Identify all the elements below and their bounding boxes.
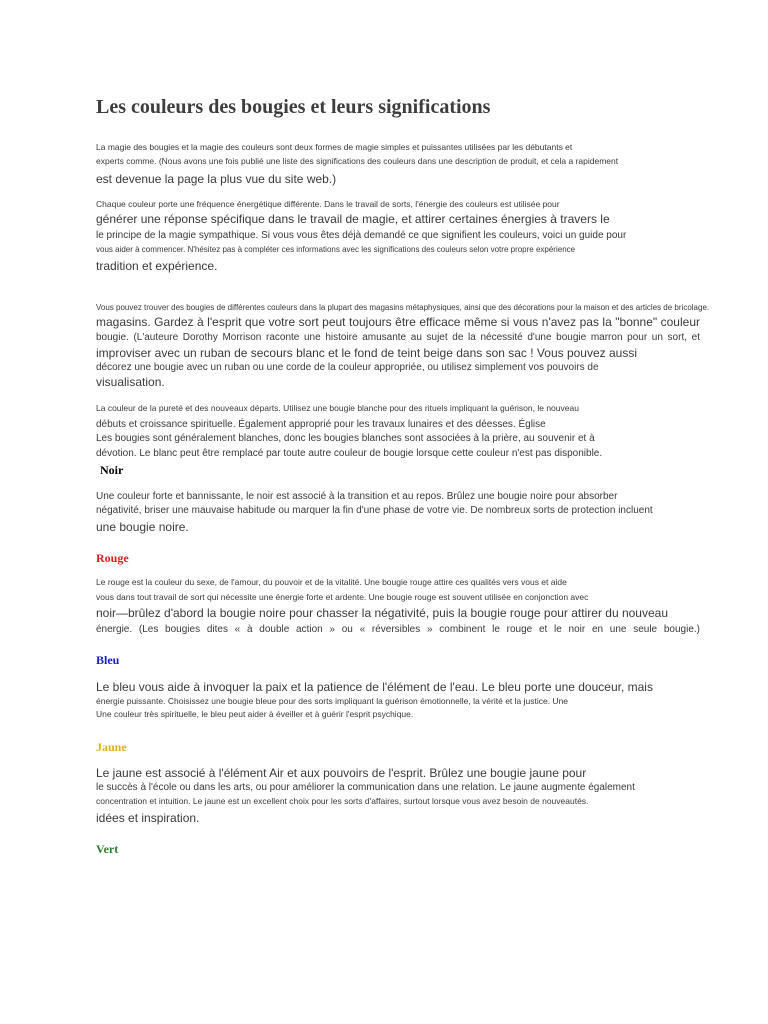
jaune-line-3: concentration et intuition. Le jaune est un excellent choix pour les sorts d'affaires, surtout lorsque vous avez besoin de nouveautés.	[96, 796, 589, 806]
noir-line-1: Une couleur forte et bannissante, le noir est associé à la transition et au repos. Brûlez une bougie noire pour absorber	[96, 491, 618, 502]
intro-line-2: experts comme. (Nous avons une fois publié une liste des significations des couleurs dans une description de produit, et cela a rapidement	[96, 156, 619, 166]
heading-vert: Vert	[96, 842, 119, 856]
para3-line-3: bougie. (L'auteure Dorothy Morrison raconte une histoire amusante au sujet de la nécessité d'une bougie marron pour un sort, et	[96, 332, 700, 343]
para2-line-2: générer une réponse spécifique dans le travail de magie, et attirer certaines énergies à travers le	[96, 212, 610, 226]
rouge-line-4: énergie. (Les bougies dites « à double action » ou « réversibles » combinent le rouge et le noir en une seule bougie.)	[96, 624, 700, 635]
heading-rouge: Rouge	[96, 551, 129, 565]
bleu-line-1: Le bleu vous aide à invoquer la paix et la patience de l'élément de l'eau. Le bleu porte une douceur, mais	[96, 680, 653, 694]
rouge-line-1: Le rouge est la couleur du sexe, de l'amour, du pouvoir et de la vitalité. Une bougie rouge attire ces qualités vers vous et aide	[96, 577, 567, 587]
para2-line-1: Chaque couleur porte une fréquence énergétique différente. Dans le travail de sorts, l'énergie des couleurs est utilisée pour	[96, 199, 560, 209]
para3-line-6: visualisation.	[96, 375, 165, 389]
intro-line-3: est devenue la page la plus vue du site web.)	[96, 172, 337, 186]
jaune-line-4: idées et inspiration.	[96, 811, 200, 825]
heading-jaune: Jaune	[96, 740, 127, 754]
white-line-4: dévotion. Le blanc peut être remplacé par toute autre couleur de bougie lorsque cette couleur n'est pas disponible.	[96, 448, 603, 459]
heading-noir: Noir	[100, 463, 124, 477]
para2-line-3: le principe de la magie sympathique. Si vous vous êtes déjà demandé ce que signifient les couleurs, voici un guide pour	[96, 230, 627, 241]
jaune-line-1: Le jaune est associé à l'élément Air et aux pouvoirs de l'esprit. Brûlez une bougie jaune pour	[96, 766, 587, 780]
intro-line-1: La magie des bougies et la magie des couleurs sont deux formes de magie simples et puissantes utilisées par les débutants et	[96, 142, 573, 152]
noir-line-3: une bougie noire.	[96, 520, 189, 534]
bleu-line-3: Une couleur très spirituelle, le bleu peut aider à éveiller et à guérir l'esprit psychique.	[96, 709, 414, 719]
bleu-line-2: énergie puissante. Choisissez une bougie bleue pour des sorts impliquant la guérison émotionnelle, la vérité et la justice. Une	[96, 696, 569, 706]
white-line-3: Les bougies sont généralement blanches, donc les bougies blanches sont associées à la prière, au souvenir et à	[96, 433, 595, 444]
para2-line-5: tradition et expérience.	[96, 259, 218, 273]
para3-line-2: magasins. Gardez à l'esprit que votre sort peut toujours être efficace même si vous n'avez pas la "bonne" couleur	[96, 315, 700, 329]
page-title: Les couleurs des bougies et leurs significations	[96, 96, 491, 118]
jaune-line-2: le succès à l'école ou dans les arts, ou pour améliorer la communication dans une relation. Le jaune augmente également	[96, 782, 635, 793]
white-line-2: débuts et croissance spirituelle. Également approprié pour les travaux lunaires et des déesses. Église	[96, 419, 546, 430]
para3-line-4: improviser avec un ruban de secours blanc et le fond de teint beige dans son sac ! Vous pouvez aussi	[96, 346, 637, 360]
para2-line-4: vous aider à commencer. N'hésitez pas à compléter ces informations avec les significations des couleurs selon votre propre expérience	[96, 245, 576, 254]
para3-line-1: Vous pouvez trouver des bougies de différentes couleurs dans la plupart des magasins métaphysiques, ainsi que des décorations pour la maison et des articles de bricolage.	[96, 303, 710, 312]
noir-line-2: négativité, briser une mauvaise habitude ou marquer la fin d'une phase de votre vie. De nombreux sorts de protection incluent	[96, 505, 653, 516]
heading-bleu: Bleu	[96, 653, 120, 667]
white-line-1: La couleur de la pureté et des nouveaux départs. Utilisez une bougie blanche pour des rituels impliquant la guérison, le nouveau	[96, 403, 579, 413]
rouge-line-3: noir—brûlez d'abord la bougie noire pour chasser la négativité, puis la bougie rouge pour attirer du nouveau	[96, 606, 668, 620]
para3-line-5: décorez une bougie avec un ruban ou une corde de la couleur appropriée, ou utilisez simplement vos pouvoirs de	[96, 362, 599, 373]
rouge-line-2: vous dans tout travail de sort qui nécessite une énergie forte et ardente. Une bougie rouge est souvent utilisée en conjonction avec	[96, 592, 589, 602]
